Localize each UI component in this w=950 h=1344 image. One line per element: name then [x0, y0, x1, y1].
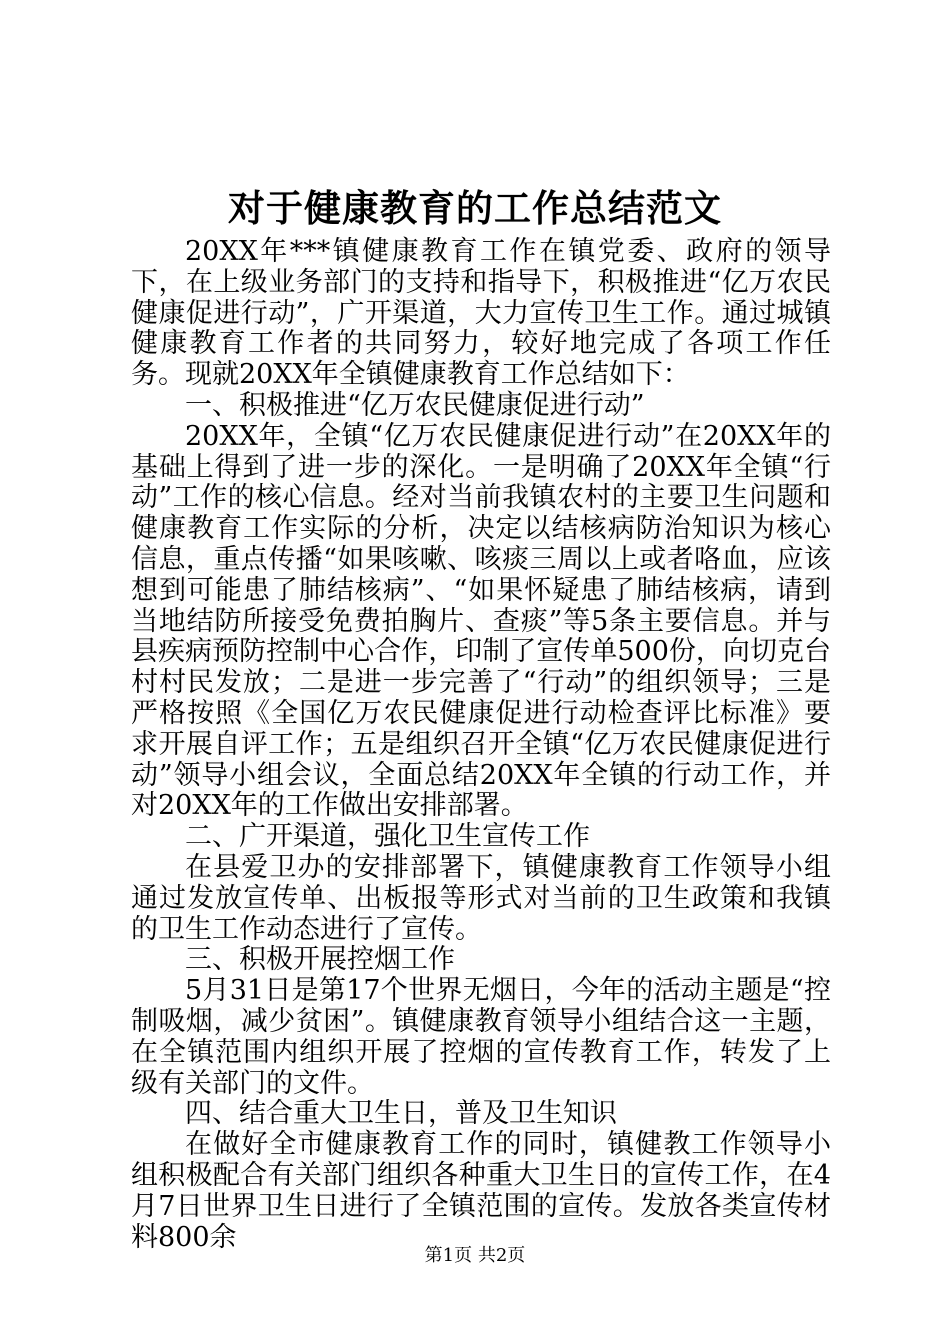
- section-heading-2: 二、广开渠道，强化卫生宣传工作: [185, 821, 590, 853]
- document-body: [131, 237, 831, 1253]
- section-heading-1: 一、积极推进“亿万农民健康促进行动”: [185, 389, 645, 421]
- section-heading-3: 三、积极开展控烟工作: [185, 944, 455, 976]
- section-heading-4: 四、结合重大卫生日，普及卫生知识: [185, 1098, 617, 1130]
- document-title: 对于健康教育的工作总结范文: [228, 186, 722, 230]
- section-paragraph-2: 在县爱卫办的安排部署下，镇健康教育工作领导小组通过发放宣传单、出板报等形式对当前的卫生政策和我镇的卫生工作动态进行了宣传。: [131, 851, 831, 945]
- section-paragraph-3: 5月31日是第17个世界无烟日，今年的活动主题是“控制吸烟，减少贫困”。镇健康教育领导小组结合这一主题，在全镇范围内组织开展了控烟的宣传教育工作，转发了上级有关部门的文件。: [131, 975, 831, 1099]
- intro-paragraph: 20XX年***镇健康教育工作在镇党委、政府的领导下，在上级业务部门的支持和指导下，积极推进“亿万农民健康促进行动”，广开渠道，大力宣传卫生工作。通过城镇健康教育工作者的共同努力，较好地完成了各项工作任务。现就20XX年全镇健康教育工作总结如下：: [131, 236, 831, 391]
- section-paragraph-1: 20XX年，全镇“亿万农民健康促进行动”在20XX年的基础上得到了进一步的深化。一是明确了20XX年全镇“行动”工作的核心信息。经对当前我镇农村的主要卫生问题和健康教育工作实际的分析，决定以结核病防治知识为核心信息，重点传播“如果咳嗽、咳痰三周以上或者咯血，应该想到可能患了肺结核病”、“如果怀疑患了肺结核病，请到当地结防所接受免费拍胸片、查痰”等5条主要信息。并与县疾病预防控制中心合作，印制了宣传单500份，向切克台村村民发放；二是进一步完善了“行动”的组织领导；三是严格按照《全国亿万农民健康促进行动检查评比标准》要求开展自评工作；五是组织召开全镇“亿万农民健康促进行动”领导小组会议，全面总结20XX年全镇的行动工作，并对20XX年的工作做出安排部署。: [131, 420, 831, 822]
- page-footer: 第1页 共2页: [424, 1245, 526, 1266]
- section-paragraph-4: 在做好全市健康教育工作的同时，镇健教工作领导小组积极配合有关部门组织各种重大卫生日的宣传工作，在4月7日世界卫生日进行了全镇范围的宣传。发放各类宣传材料800余: [131, 1129, 831, 1253]
